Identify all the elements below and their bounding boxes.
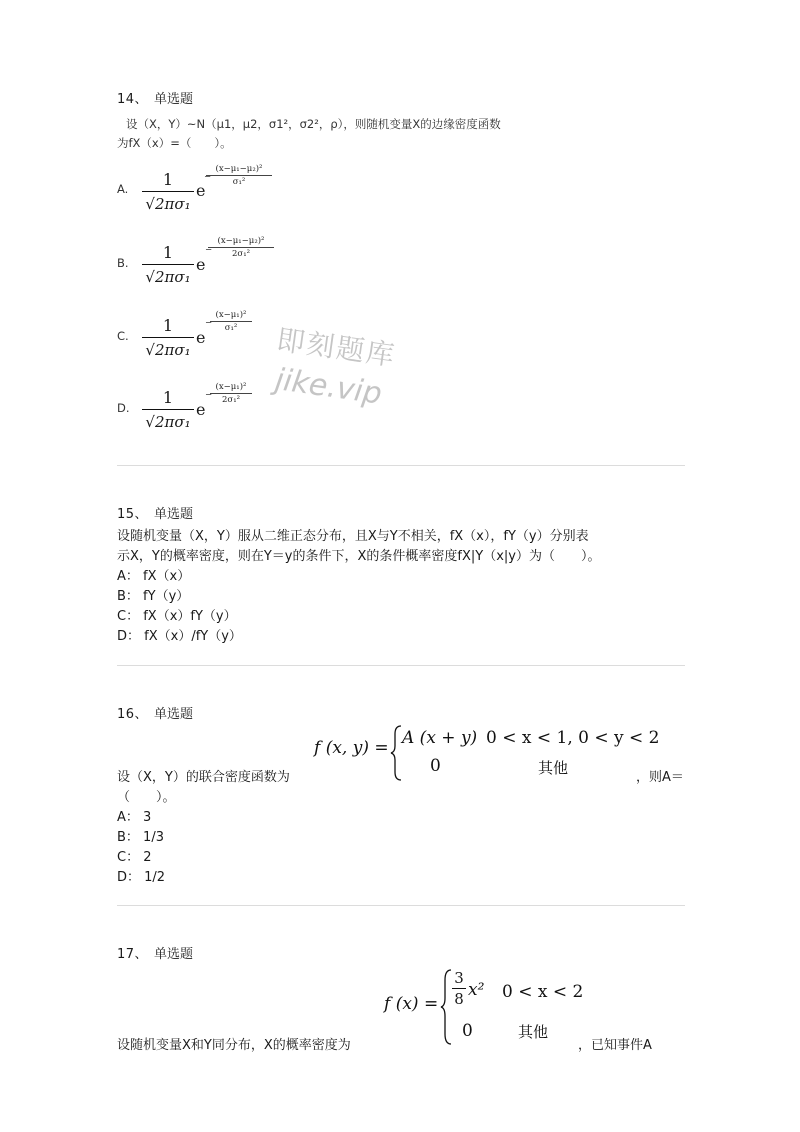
q14-option-b-letter: B. [117, 256, 129, 270]
divider-3 [117, 905, 685, 906]
q14-option-a-sign: − [204, 172, 212, 182]
q17-case1-tail: x² [468, 980, 485, 1000]
q14-option-c-fraction [142, 316, 194, 360]
q16-stem-left: 设（X，Y）的联合密度函数为 [117, 770, 290, 785]
q14-option-b-fraction [142, 243, 194, 287]
q14-option-d-exp-num: (x−μ₁)² [215, 382, 247, 392]
q17-case1-cond: 0 < x < 2 [502, 982, 584, 1002]
q14-option-c-exp-den: σ₁² [224, 323, 238, 333]
q16-type: 单选题 [154, 707, 194, 722]
q17-formula-lhs: f (x) = [384, 994, 439, 1014]
q14-option-c-sign: − [205, 318, 213, 328]
q15-header [117, 503, 193, 522]
q14-option-d-sign: − [205, 390, 213, 400]
q14-header [117, 88, 193, 107]
q15-option-a: A： fX（x） [117, 569, 191, 584]
q14-option-d-exponent [210, 382, 252, 405]
q14-option-d-numerator: 1 [162, 388, 174, 407]
q14-option-b-denominator: √2πσ₁ [145, 268, 191, 286]
q16-option-d: D： 1/2 [117, 870, 166, 885]
q17-case1-fraction [452, 970, 466, 1008]
q14-option-d-letter: D. [117, 401, 130, 415]
q17-case1-den: 8 [454, 990, 464, 1008]
divider-1 [117, 465, 685, 466]
watermark-line1: 即刻题库 [274, 322, 399, 373]
q15-stem-line2: 示X，Y的概率密度，则在Y＝y的条件下，X的条件概率密度fX|Y（x|y）为（ ）。 [117, 549, 601, 564]
q15-number: 15、 [117, 507, 149, 522]
q15-option-d: D： fX（x）/fY（y） [117, 629, 242, 644]
q16-option-a: A： 3 [117, 810, 152, 825]
q14-type: 单选题 [154, 92, 194, 107]
q14-option-a-exp-den: σ₁² [232, 177, 246, 187]
q14-option-c-denominator: √2πσ₁ [145, 341, 191, 359]
q16-stem-right: ，则A＝ [636, 770, 684, 785]
q17-header [117, 943, 193, 962]
q14-option-a-letter: A. [117, 182, 129, 196]
q14-option-c-exp-num: (x−μ₁)² [215, 310, 247, 320]
divider-2 [117, 665, 685, 666]
q14-option-a-fraction [142, 170, 194, 214]
q15-stem-line1: 设随机变量（X，Y）服从二维正态分布，且X与Y不相关，fX（x），fY（y）分别表 [117, 529, 589, 544]
q17-number: 17、 [117, 947, 149, 962]
q17-case2-cond: 其他 [518, 1023, 549, 1041]
q14-option-d-e: e [196, 400, 206, 419]
q15-option-b: B： fY（y） [117, 589, 190, 604]
q14-option-d-denominator: √2πσ₁ [145, 413, 191, 431]
q14-stem-line2: 为fX（x）=（ ）。 [117, 136, 232, 150]
q14-option-b-numerator: 1 [162, 243, 174, 262]
q16-stem-line2: （ ）。 [117, 790, 176, 805]
q16-option-c: C： 2 [117, 850, 152, 865]
q14-option-b-exp-num: (x−μ₁−μ₂)² [217, 236, 265, 246]
q14-option-c-e: e [196, 328, 206, 347]
q16-option-b: B： 1/3 [117, 830, 164, 845]
q15-option-c: C： fX（x）fY（y） [117, 609, 237, 624]
q17-case1-num: 3 [454, 969, 464, 987]
q16-case1-cond: 0 < x < 1, 0 < y < 2 [486, 728, 660, 748]
q14-option-a-numerator: 1 [162, 170, 174, 189]
q14-option-b-exp-den: 2σ₁² [231, 249, 251, 259]
q14-option-c-numerator: 1 [162, 316, 174, 335]
q14-stem-line1: 设（X，Y）~N（μ1，μ2，σ1²，σ2²，ρ），则随机变量X的边缘密度函数 [126, 117, 501, 131]
q14-option-a-exponent [206, 164, 272, 187]
q16-case2-cond: 其他 [538, 759, 569, 777]
q16-header [117, 703, 193, 722]
q17-case2-expr: 0 [462, 1021, 473, 1041]
q14-option-b-e: e [196, 255, 206, 274]
q14-option-a-e: e [196, 181, 206, 200]
q16-number: 16、 [117, 707, 149, 722]
q14-option-a-denominator: √2πσ₁ [145, 195, 191, 213]
q14-option-a-exp-num: (x−μ₁−μ₂)² [215, 164, 263, 174]
q17-stem-right: ，已知事件A [578, 1038, 652, 1053]
q16-case1-expr: A (x + y) [402, 728, 478, 748]
q17-stem-left: 设随机变量X和Y同分布，X的概率密度为 [117, 1038, 351, 1053]
q14-option-d-fraction [142, 388, 194, 432]
q16-case2-expr: 0 [430, 756, 441, 776]
q14-option-c-exponent [210, 310, 252, 333]
q16-formula-lhs: f (x, y) = [314, 738, 389, 758]
q14-number: 14、 [117, 92, 149, 107]
q14-option-d-exp-den: 2σ₁² [221, 395, 241, 405]
watermark-line2: jike.vip [272, 362, 384, 412]
q17-type: 单选题 [154, 947, 194, 962]
q15-type: 单选题 [154, 507, 194, 522]
q14-option-b-sign: − [205, 245, 213, 255]
q14-option-b-exponent [208, 236, 274, 259]
watermark [269, 318, 399, 413]
q14-option-c-letter: C. [117, 329, 129, 343]
